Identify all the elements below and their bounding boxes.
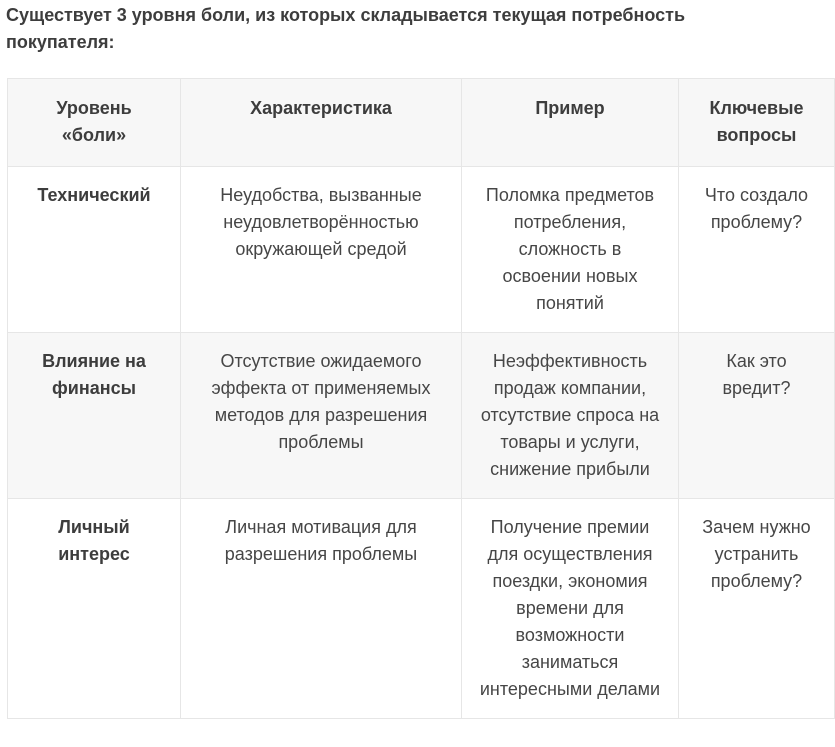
- table-row: [8, 167, 835, 333]
- header-questions: Ключевые вопросы: [679, 79, 835, 167]
- table-row: [8, 499, 835, 719]
- header-example: Пример: [462, 79, 679, 167]
- row-question: Что создало проблему?: [679, 167, 835, 333]
- header-characteristic: Характеристика: [181, 79, 462, 167]
- row-characteristic: Отсутствие ожидаемого эффекта от применяемых методов для разрешения проблемы: [181, 333, 462, 499]
- row-question: Зачем нужно устранить проблему?: [679, 499, 835, 719]
- row-level: Технический: [8, 167, 181, 333]
- row-characteristic: Личная мотивация для разрешения проблемы: [181, 499, 462, 719]
- table-header-row: [8, 79, 835, 167]
- row-level: Влияние на финансы: [8, 333, 181, 499]
- intro-heading: Существует 3 уровня боли, из которых складывается текущая потребность покупателя:: [6, 5, 686, 52]
- table-row: [8, 333, 835, 499]
- row-question: Как это вредит?: [679, 333, 835, 499]
- pain-levels-table: [7, 78, 835, 719]
- row-example: Поломка предметов потребления, сложность в освоении новых понятий: [462, 167, 679, 333]
- row-example: Получение премии для осуществления поездки, экономия времени для возможности заниматься интересными делами: [462, 499, 679, 719]
- header-level: Уровень «боли»: [8, 79, 181, 167]
- row-characteristic: Неудобства, вызванные неудовлетворённостью окружающей средой: [181, 167, 462, 333]
- row-level: Личный интерес: [8, 499, 181, 719]
- row-example: Неэффективность продаж компании, отсутствие спроса на товары и услуги, снижение прибыли: [462, 333, 679, 499]
